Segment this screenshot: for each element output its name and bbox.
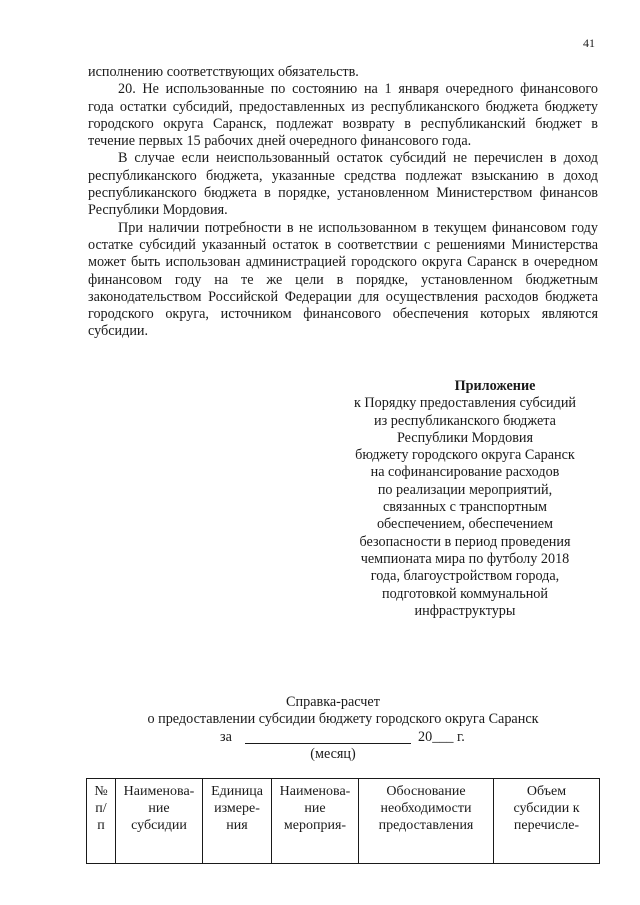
spravka-subtitle: о предоставлении субсидии бюджету городского округа Саранск [147, 711, 539, 728]
paragraph-20: 20. Не использованные по состоянию на 1 января очередного финансового года остатки субсидий, предоставленных из республиканского бюджета бюджету городского округа Саранск, подлежат возврату в республиканский бюджет в течение первых 15 рабочих дней очередного финансового года. [88, 81, 598, 150]
appendix-block [330, 378, 600, 620]
month-blank [245, 729, 411, 744]
appendix-line: безопасности в период проведения [359, 533, 571, 550]
period-year: 20___ г. [418, 728, 465, 745]
appendix-line: связанных с транспортным [383, 499, 547, 516]
header-cell-justification: Обоснование необходимости предоставления [359, 779, 494, 864]
appendix-line: к Порядку предоставления субсидий [353, 395, 577, 412]
appendix-line: чемпионата мира по футболу 2018 [360, 550, 570, 567]
period-prefix: за [220, 728, 232, 745]
appendix-line: по реализации мероприятий, [377, 481, 553, 498]
appendix-line: подготовкой коммунальной [382, 585, 548, 602]
table-header-row [87, 779, 600, 864]
header-cell-subsidy-volume: Объем субсидии к перечисле- [494, 779, 600, 864]
spravka-header [88, 694, 598, 763]
appendix-line: Республики Мордовия [396, 429, 534, 446]
spravka-title: Справка-расчет [286, 694, 380, 710]
appendix-line: из республиканского бюджета [374, 412, 556, 429]
period-line [88, 729, 598, 746]
header-cell-subsidy-name: Наименова- ние субсидии [116, 779, 203, 864]
appendix-line: обеспечением, обеспечением [376, 516, 554, 533]
paragraph-reuse-balance: При наличии потребности в не использованном в текущем финансовом году остатке субсидий указанный остаток в соответствии с решениями Министерства может быть использован администрацией городского округа Саранск в очередном финансовом году на те же цели в порядке, установленном бюджетным законодательством Российской Федерации для осуществления расходов бюджета городского округа, источником финансового обеспечения которых являются субсидии. [88, 219, 598, 340]
header-cell-unit: Единица измере- ния [203, 779, 272, 864]
paragraph-unspent-balance: В случае если неиспользованный остаток субсидий не перечислен в доход республиканского бюджета, указанные средства подлежат взысканию в доход республиканского бюджета в порядке, установленном Министерством финансов Республики Мордовия. [88, 150, 598, 219]
appendix-line: на софинансирование расходов [370, 464, 560, 481]
appendix-line: инфраструктуры [414, 602, 516, 619]
appendix-title: Приложение [454, 378, 536, 394]
calculation-table [86, 778, 600, 864]
header-cell-number: № п/ п [87, 779, 116, 864]
header-cell-activity-name: Наименова- ние мероприя- [272, 779, 359, 864]
body-text [88, 64, 598, 341]
appendix-line: года, благоустройством города, [370, 568, 560, 585]
period-hint: (месяц) [310, 745, 356, 762]
paragraph-continuation: исполнению соответствующих обязательств. [88, 64, 359, 80]
appendix-line: бюджету городского округа Саранск [355, 447, 575, 464]
page-number: 41 [583, 36, 595, 50]
